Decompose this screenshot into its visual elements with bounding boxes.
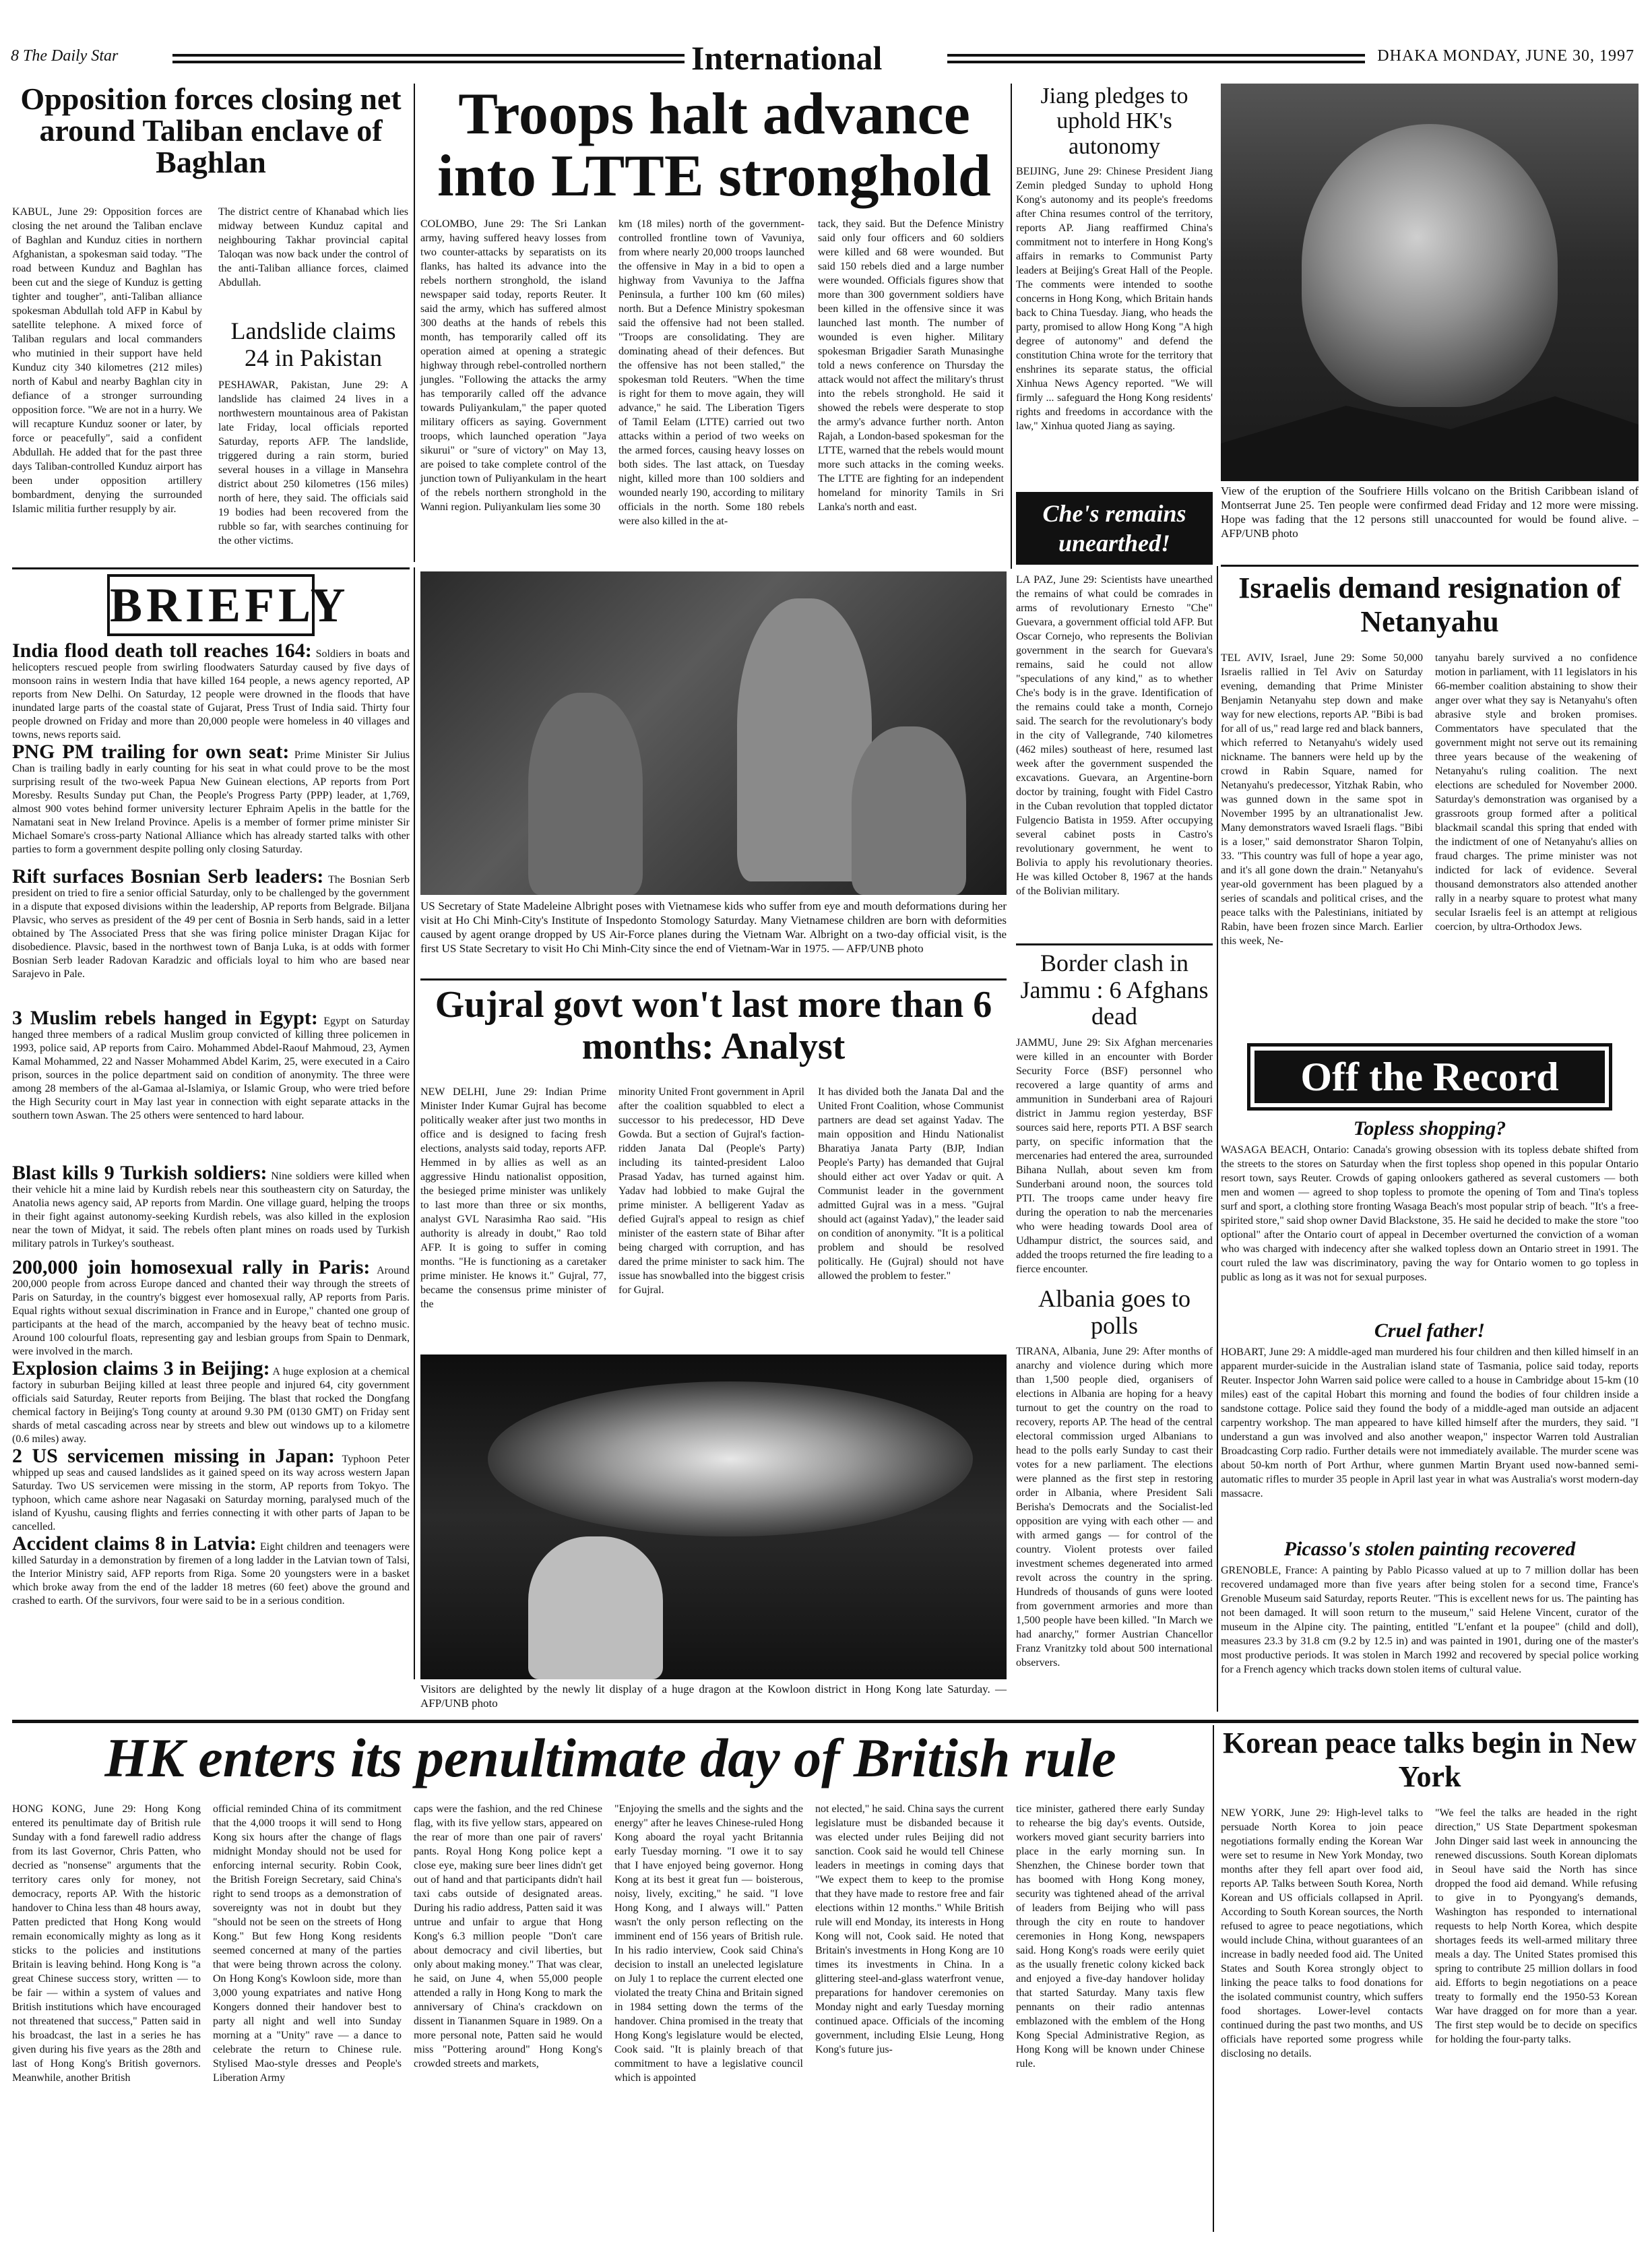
brief-head-4: Blast kills 9 Turkish soldiers: <box>12 1162 267 1184</box>
brief-head-0: India flood death toll reaches 164: <box>12 640 312 662</box>
article-kashmir <box>1016 950 1213 1280</box>
hk-col-5: tice minister, gathered there early Sunday to rehearse the big day's events. Outside, workers moved giant security barriers into place in the early morning sun. In Shenzhen, the Chinese border town that has boomed with Hong Kong money, security was tightened ahead of the arrival of leaders from Beijing who will pass through the city en route to handover ceremonies in Hong Kong, newspapers said. Hong Kong's roads were eerily quiet as the usually frenetic colony kicked back and enjoyed a five-day handover holiday that started Saturday. Many taxis flew pennants on their radio antennas emblazoned with the emblem of the Hong Kong Special Administrative Region, as Hong Kong will be known under Chinese rule. <box>1016 1803 1205 2069</box>
divider-briefly-top <box>12 567 410 569</box>
kashmir-headline: Border clash in Jammu : 6 Afghans dead <box>1020 949 1209 1030</box>
child-figure-1 <box>528 693 643 895</box>
landslide-text: PESHAWAR, Pakistan, June 29: A landslide has claimed 24 lives in a northwestern mountainous area of Pakistan late Friday, local officials reported Saturday, reports AFP. The landslide, triggered during a rain storm, buried several houses in a village in Mansehra district about 250 kilometres (156 miles) north of here, they said. The officials said 19 bodies had been recovered from the rubble so far, with searches continuing for the other victims. <box>218 379 408 547</box>
article-hk <box>12 1726 1209 2232</box>
korea-col1: NEW YORK, June 29: High-level talks to persuade North Korea to join peace negotiations formally ending the Korean War were set to resume in New York Monday, two months after they fell apart over food aid, reports AP. Talks between South Korea, North Korean and US officials collapsed in April. According to South Korean sources, the North refused to agree to peace negotiations, which would include China, without guarantees of an increase in badly needed food aid. The United States and South Korea strongly object to linking the peace talks to food donations for the isolated communist country, which suffers food shortages. Lower-level contacts continued during the past two months, and US officials have reported some progress while disclosing no details. <box>1221 1807 1423 2059</box>
ltte-headline: Troops halt advance into LTTE stronghold <box>437 82 991 209</box>
article-jiang <box>1016 84 1213 485</box>
albania-text: TIRANA, Albania, June 29: After months of anarchy and violence during which more than 1,500 people died, organisers of elections in Albania are hoping for a heavy turnout to get the country on the road to recovery, reports AP. The head of the central electoral commission urged Albanians to head to the polls early Sunday to cast their votes for a new parliament. The elections were planned as the first step in restoring order in Albania, where President Sali Berisha's Democrats and the Socialist-led opposition are vying with each other — and with armed gangs — for control of the country. Violent protests over failed investment schemes degenerated into armed revolt across the country in the spring. Hundreds of thousands of guns were looted from government armories and more than 1,500 people have been killed. "In March we had anarchy," former Austrian Chancellor Franz Vranitzky told about 500 international observers. <box>1016 1346 1213 1669</box>
ltte-col3: tack, they said. But the Defence Ministry said only four officers and 60 soldiers were killed and 68 were wounded. But said 150 rebels died and a large number were wounded. Officials figures show that more than 300 government soldiers have been killed in the offensive since it was launched last month. The number of wounded is even higher. Military spokesman Brigadier Sarath Munasinghe told a news conference on Thursday the attack would not affect the military's thrust into the rebels stronghold. He said it showed the rebels were desperate to stop the army's advance further north. Anton Rajah, a London-based spokesman for the LTTE, warned that the rebels would mount more such attacks in the coming weeks. The LTTE are fighting for an independent homeland for minority Tamils in Sri Lanka's north and east. <box>818 218 1004 513</box>
dragon-lights <box>488 1381 973 1536</box>
brief-item-0 <box>12 640 410 745</box>
jiang-text: BEIJING, June 29: Chinese President Jiang Zemin pledged Sunday to uphold Hong Kong's autonomy and its people's freedoms after China resumes control of the territory, reports AP. Jiang reaffirmed China's commitment not to interfere in Hong Kong's affairs in remarks to Communist Party leaders at Beijing's Great Hall of the People. The comments were intended to soothe concerns in Hong Kong, which Britain hands back to China Tuesday. Jiang, who heads the party, promised to allow Hong Kong "A high degree of autonomy" and defend the constitution China wrote for the territory that enshrines its separate status, the official Xinhua News Agency reported. "We will firmly ... safeguard the Hong Kong residents' rights and freedoms in accordance with the law," Xinhua quoted Jiang as saying. <box>1016 166 1213 433</box>
brief-item-8 <box>12 1532 410 1618</box>
dateline: DHAKA MONDAY, JUNE 30, 1997 <box>1377 47 1634 65</box>
otr-title: Off the Record <box>1300 1055 1559 1099</box>
brief-text-4: Nine soldiers were killed when their vehicle hit a mine laid by Kurdish rebels near this southeastern city on Saturday, the Anatolia news agency said, AP reports from Mardin. One village guard, helping the troops in their fight against autonomy-seeking Kurdish rebels, was also killed in the explosion near the town of Midyat, it said. The rebels often plant mines on roads used by Turkish military patrols in Turkey's southeast. <box>12 1171 410 1249</box>
brief-head-2: Rift surfaces Bosnian Serb leaders: <box>12 865 324 888</box>
brief-head-3: 3 Muslim rebels hanged in Egypt: <box>12 1007 318 1029</box>
article-korea <box>1221 1726 1639 2232</box>
israel-col2: tanyahu barely survived a no confidence motion in parliament, with 11 legislators in his 66-member coalition abstaining to show their anger over what they say is Netanyahu's often abrasive style and broken promises. Commentators have speculated that the government might not serve out its remaining three years because of the weakening of Netanyahu's ruling coalition. The next elections are scheduled for November 2000. Saturday's demonstration was organised by a grassroots group formed after a political blackmail scandal this spring that ended with the indictment of one of Netanyahu's allies on fraud charges. The prime minister was not indicted for lack of evidence. Several thousand demonstrators also attended another rally in a nearby square to protest what many secular Israelis feel is an attempt at religious coercion, by ultra-Orthodox Jews. <box>1435 652 1637 933</box>
divider-israel-top <box>1221 565 1639 567</box>
brief-head-7: 2 US servicemen missing in Japan: <box>12 1445 335 1467</box>
briefly-title: BRIEFLY <box>110 578 350 632</box>
korea-headline: Korean peace talks begin in New York <box>1223 1726 1637 1793</box>
israel-headline: Israelis demand resignation of Netanyahu <box>1238 571 1621 638</box>
otr-text-1: HOBART, June 29: A middle-aged man murdered his four children and then killed himself in an apparent murder-suicide in the Australian island state of Tasmania, police said today, reports Reuter. Inspector John Warren said police were called to a house in Cambridge about 15-km (10 miles) east of the capital Hobart this morning and found the bodies of four children inside a sandstone cottage. Police said they found the body of a middle-aged man outside an adjacent carpentry workshop. The man appeared to have killed himself after the murders, they said. "I understand a gun was involved and also another weapon," inspector Warren told Australian Broadcasting Corp radio. Further details were not immediately available. The murder scene was about 50-km north of Port Arthur, where gunmen Martin Bryant used now-banned semi-automatic rifles to murder 35 people in April last year in what was Australia's worst modern-day massacre. <box>1221 1346 1639 1499</box>
divider-gujral-top <box>420 978 1007 980</box>
briefly-title-box <box>107 574 350 636</box>
divider-c <box>414 567 415 1679</box>
otr-head-0: Topless shopping? <box>1353 1117 1506 1140</box>
article-ltte <box>420 84 1008 565</box>
gujral-headline: Gujral govt won't last more than 6 months: Analyst <box>435 984 992 1067</box>
che-headline: Che's remains unearthed! <box>1042 500 1186 557</box>
brief-text-3: Egypt on Saturday hanged three members of a radical Muslim group convicted of killing three policemen in 1993, police said, AP reports from Cairo. Mohammed Abdel-Raouf Mahmoud, 23, Aymen Kamal Mohammed, 22 and Nasser Mohammed Abdel Karim, 25, were executed in a Cairo prison, sources in the police department said on condition of anonymity. The three were among 28 members of the al-Gamaa al-Islamiya, or Islamic Group, who were tried before the High Security court in May last year in connection with eight separate attacks in the southern town Aswan. The 25 others were sentenced to hard labour. <box>12 1016 410 1121</box>
brief-head-8: Accident claims 8 in Latvia: <box>12 1532 257 1555</box>
landslide-headline: Landslide claims 24 in Pakistan <box>230 317 396 371</box>
brief-text-5: Around 200,000 people from across Europe danced and chanted their way through the streets of Paris on Saturday, in the country's biggest ever homosexual rally, AP reports from Paris. Equal rights without sexual discrimination in France and in Europe," chanted one group of participants at the head of the march, accompanied by the heavy beat of techno music. Around 100 colourful floats, representing gay and lesbian groups from Spain to Denmark, were involved in the march. <box>12 1265 410 1357</box>
albright-caption: US Secretary of State Madeleine Albright poses with Vietnamese kids who suffer from eye and mouth deformations during her visit at Ho Chi Minh-City's Institute of Inspedonto Stomology Saturday. Many Vietnamese children are born with deformities caused by agent orange dropped by US Air-Force planes during the Vietnam War. Albright on a two-day official visit, is the first US State Secretary to visit Ho Chi Minh-City since the end of Vietnam-War in 1975. — AFP/UNB photo <box>420 900 1007 955</box>
article-gujral <box>420 984 1007 1348</box>
brief-text-7: Typhoon Peter whipped up seas and caused landslides as it gained speed on its way across western Japan Saturday. Two US servicemen were missing in the storm, AP reports from Tokyo. The typhoon, which came ashore near Nagasaki on Saturday morning, paralysed much of the island of Kyushu, causing flights and ferries connecting it with other parts of Japan to be cancelled. <box>12 1454 410 1532</box>
brief-text-2: The Bosnian Serb president on tried to fire a senior official Saturday, only to be challenged by the government in a dispute that exposed divisions within the leadership, AP reports from Belgrade. Biljana Plavsic, who serves as president of the 49 per cent of Bosnia in Serb hands, said in a letter obtained by The Associated Press that she was firing police minister Dragan Kijac for disobedience. Plavsic, based in the northwest town of Banja Luka, is at odds with former Bosnian Serb leader Radovan Karadzic and officials loyal to him who are based near Sarajevo in Pale. <box>12 874 410 980</box>
hk-headline: HK enters its penultimate day of British rule <box>104 1727 1116 1788</box>
divider-e <box>1213 1725 1214 2232</box>
masthead-paper-name: 8 The Daily Star <box>11 47 119 65</box>
masthead <box>11 39 1634 77</box>
hk-col-2: caps were the fashion, and the red Chinese flag, with its five yellow stars, appeared on the rear of more than one pair of ravers' pants. Royal Hong Kong police kept a close eye, making sure beer lines didn't get out of hand and that participants didn't hail taxi cabs outside of designated areas. During his radio address, Patten said it was untrue and unfair to argue that Hong Kong's 6.3 million people "Don't care about democracy and civil liberties, but only about making money." That was clear, he said, on June 4, when 55,000 people attended a rally in Hong Kong to mark the anniversary of China's crackdown on dissent in Tiananmen Square in 1989. On a more personal note, Patten said he would miss "Pottering around" Hong Kong's crowded streets and markets, <box>414 1803 602 2069</box>
ltte-col1: COLOMBO, June 29: The Sri Lankan army, having suffered heavy losses from two counter-attacks by separatists on its flanks, has halted its advance into the rebels northern stronghold, the island newspaper said today, reports Reuter. It said the army, which has suffered almost 300 deaths at the hands of rebels this month, has temporarily called off its operation aimed at opening a strategic highway through rebel-controlled northern jungles. "Following the attacks the army has temporarily called off the advance towards Puliyankulam," the paper quoted military officers as saying. Government troops, which launched operation "Jaya sikurui" or "sure of victory" on May 13, are poised to take complete control of the junction town of Puliyankulam in the heart of the rebels northern stronghold in the Wanni region. Puliyankulam lies some 30 <box>420 218 606 513</box>
volcano-photo <box>1221 84 1639 481</box>
jiang-headline: Jiang pledges to uphold HK's autonomy <box>1040 84 1188 159</box>
gujral-col1: NEW DELHI, June 29: Indian Prime Minister Inder Kumar Gujral has become politically weaker after just two months in office and is designed to facing fresh elections, analysts said today, reports AFP. Hemmed in by allies as well as an aggressive Hindu nationalist opposition, the besieged prime minister was unlikely to last more than three or six months, analyst GVL Narasimha Rao said. "His authority is already in doubt," Rao told AFP. It is going to suffer in coming months. "He is functioning as a caretaker prime minister. He knows it." Gujral, 77, became the consensus prime minister of the <box>420 1086 606 1310</box>
otr-title-box <box>1247 1043 1612 1111</box>
divider-d <box>1217 566 1218 1712</box>
hk-col-3: "Enjoying the smells and the sights and the energy" after he leaves Chinese-ruled Hong Kong aboard the royal yacht Britannia early Tuesday morning. "I owe it to say that I have enjoyed being governor. Hong Kong at its best it great fun — boisterous, noisy, lively, exciting," he said. "I love Hong Kong, and I always will." Patten wasn't the only person reflecting on the imminent end of 156 years of British rule. In his radio interview, Cook said China's decision to install an unelected legislature on July 1 to replace the current elected one violated the treaty China and Britain signed in 1984 setting down the terms of the handover. China promised in the treaty that Hong Kong's legislature would be elected, Cook said. "It is plainly breach of that commitment to have a legislative council which is appointed <box>614 1803 803 2084</box>
gujral-col3: It has divided both the Janata Dal and the United Front Coalition, whose Communist partners are dead set against Yadav. The main opposition and Hindu Nationalist Bharatiya Janata Party (BJP, Indian People's Party) has demanded that Gujral should either act over Yadav or quit. A Communist leader in the government admitted Gujral was in a mess. "Gujral should act (against Yadav)," the leader said on condition of anonymity. "It is a political problem and should be resolved politically. He (Gujral) should not have allowed the problem to fester." <box>818 1086 1004 1282</box>
otr-head-1: Cruel father! <box>1374 1319 1486 1342</box>
divider-a <box>414 84 415 562</box>
brief-item-5 <box>12 1256 410 1362</box>
divider-b <box>1011 84 1012 569</box>
brief-text-0: Soldiers in boats and helicopters rescued people from swirling floodwaters Saturday caused by five days of monsoon rains in western India that have killed 164 people, a news agency reported, AP reports from New Delhi. On Saturday, 12 people were drowned in the floods that have inundated large parts of the coastal state of Gujarat, Press Trust of India said. Thirty four people drowned on Friday and more than 20,000 people were homeless in 40 villages and towns, news reports said. <box>12 648 410 741</box>
divider-kashmir-top <box>1016 943 1213 945</box>
brief-head-6: Explosion claims 3 in Beijing: <box>12 1357 270 1379</box>
taliban-headline: Opposition forces closing net around Taliban enclave of Baghlan <box>20 82 402 179</box>
taliban-col2: The district centre of Khanabad which lies midway between Kunduz capital and neighbouring Takhar provincial capital Taloqan was now back under the control of the anti-Taliban alliance forces, claimed Abdullah. <box>218 206 408 288</box>
hk-col-1: official reminded China of its commitment that the 4,000 troops it will send to Hong Kong six hours after the change of flags midnight Monday should not be used for enforcing internal security. Robin Cook, the British Foreign Secretary, said China's right to send troops as a demonstration of sovereignty was not in doubt but they "should not be seen on the streets of Hong Kong." But few Hong Kong residents seemed concerned at many of the parties that were being thrown across the colony. On Hong Kong's Kowloon side, more than 3,000 young expatriates and native Hong Kongers donned their handover best to party all night and well into Sunday morning at a "Unity" rave — a dance to celebrate the return to Chinese rule. Stylised Mao-style dresses and People's Liberation Army <box>213 1803 402 2084</box>
dragon-photo <box>420 1354 1007 1679</box>
brief-head-1: PNG PM trailing for own seat: <box>12 741 290 763</box>
otr-head-2: Picasso's stolen painting recovered <box>1283 1538 1576 1560</box>
dragon-caption: Visitors are delighted by the newly lit display of a huge dragon at the Kowloon district in Hong Kong late Saturday. — AFP/UNB photo <box>420 1683 1007 1710</box>
divider-hk-top <box>12 1720 1639 1723</box>
volcano-plume <box>1302 124 1558 407</box>
hk-col-0: HONG KONG, June 29: Hong Kong entered its penultimate day of British rule Sunday with a fond farewell radio address from its last Governor, Chris Patten, who decried as "nonsense" arguments that the territory cares only for money, not democracy, reports AP. With the historic handover to China less than 48 hours away, Patten predicted that Hong Kong would remain economically mighty as long as it sticks to the policies and institutions Britain is leaving behind. Hong Kong is "a great Chinese success story, written — to be fair — within a system of values and British institutions which have encouraged not threatened that success," Patten said in his broadcast, the last in a series he has given during his five years as the 28th and last of Hong Kong's British governors. Meanwhile, another British <box>12 1803 201 2084</box>
hk-col-4: not elected," he said. China says the current legislature must be disbanded because it was elected under rules Beijing did not sanction. Cook said he would tell Chinese leaders in meetings in coming days that "We expect them to keep to the promise that they have made to restore free and fair elections within 12 months." While British rule will end Monday, its interests in Hong Kong will not, Cook said. He noted that Britain's investments in Hong Kong are 10 times its investments in China. In a glittering steel-and-glass waterfront venue, preparations for handover ceremonies on Monday night and early Tuesday morning continued apace. Officials of the incoming government, including Elsie Leung, Hong Kong's future jus- <box>815 1803 1004 2055</box>
gujral-col2: minority United Front government in April after the coalition squabbled to elect a successor to his predecessor, HD Deve Gowda. But a section of Gujral's faction-ridden Janata Dal (People's Party) including its tainted-president Laloo Prasad Yadav, has turned against him. Yadav had lobbied to make Gujral the prime minister. A belligerent Yadav as defied Gujral's appeal to resign as chief minister of the eastern state of Bihar after being charged with corruption, and has dared the prime minister to sack him. The issue has snowballed into the biggest crisis for Gujral. <box>618 1086 804 1296</box>
visitor-figure <box>528 1536 663 1679</box>
israel-col1: TEL AVIV, Israel, June 29: Some 50,000 Israelis rallied in Tel Aviv on Saturday evening, demanding that Prime Minister Benjamin Netanyahu step down and make way for new elections, reports AP. "Bibi is bad for all of us," read large red and black banners, which referred to Netanyahu's widely used nickname. The banners were held up by the crowd in Rabin Square, named for Netanyahu's predecessor, Yitzhak Rabin, who was gunned down in the same spot in November 1995 by an ultranationalist Jew. Many demonstrators waved Israeli flags. "Bibi is a loser," said demonstrator Sharon Tolpin, 33. "This country was full of hope a year ago, and it's all gone down the drain." Netanyahu's year-old government has been plagued by a series of scandals and political crises, and the peace talks with the Palestinians, initiated by Rabin, have been frozen since March. Earlier this week, Ne- <box>1221 652 1423 947</box>
child-figure-2 <box>852 726 966 895</box>
otr-text-0: WASAGA BEACH, Ontario: Canada's growing obsession with its topless debate shifted from the streets to the stores on Saturday when the first topless shop opened in this popular Ontario resort town, says Reuter. Crowds of gaping onlookers gathered as several customers — both men and women — agreed to shop topless to promote the opening of Tom and Tina's topless surf and sport, a clothing store fronting Wasaga Beach's most popular strip of beach. "It's a free-spirited store," said shop owner David Blackstone, 35. He said he decided to make the store "too optional" after the Ontario court of appeal in December overturned the conviction of a woman who was charged with indecency after she walked topless down an Ontario street in 1991. The court ruled the law was discriminatory, paving the way for Ontario women to go topless in public as long as it was not for sexual purposes. <box>1221 1144 1639 1283</box>
albania-headline: Albania goes to polls <box>1038 1285 1190 1339</box>
volcano-caption: View of the eruption of the Soufriere Hills volcano on the British Caribbean island of Montserrat June 25. Ten people were confirmed dead Friday and 12 more were missing. Hope was fading that the 12 persons still unaccounted for would be found alive. – AFP/UNB photo <box>1221 485 1639 540</box>
brief-item-6 <box>12 1357 410 1450</box>
brief-item-2 <box>12 865 410 1011</box>
korea-col2: "We feel the talks are headed in the right direction," US State Department spokesman John Dinger said last week in announcing the renewed discussions. South Korean diplomats in Seoul have said the North has since dropped the food aid demand. While refusing to give in to Pyongyang's demands, Washington has responded to international requests to help North Korea, which despite shortages feeds its well-armed military three meals a day. The United States promised this spring to contribute 25 million dollars in food aid. Efforts to begin negotiations on a peace treaty to formally end the 1950-53 Korean War have dragged on for more than a year. The first step would be to decide on specifics for holding the four-party talks. <box>1435 1807 1637 2045</box>
brief-text-6: A huge explosion at a chemical factory in suburban Beijing killed at least three people and injured 64, city government officials said Saturday, Reuter reports from Beijing. The blast that rocked the Dongfang chemical factory in Beijing's Tong county at around 9.30 PM (0130 GMT) on Friday sent shards of metal cascading across near by streets and blew out windows up to a kilometre (0.6 miles) away. <box>12 1366 410 1445</box>
article-israel <box>1221 571 1639 1030</box>
off-the-record-box <box>1221 1038 1639 1712</box>
brief-item-3 <box>12 1007 410 1166</box>
brief-head-5: 200,000 join homosexual rally in Paris: <box>12 1256 371 1278</box>
masthead-rule-left <box>172 54 685 63</box>
article-taliban <box>12 84 410 562</box>
taliban-col1: KABUL, June 29: Opposition forces are closing the net around the Taliban enclave of Baghlan and Kunduz cities in northern Afghanistan, a spokesman said today. "The road between Kunduz and Baghlan has been cut and the siege of Kunduz is getting tighter and tougher", anti-Taliban alliance spokesman Abdullah told AFP in Kabul by satellite telephone. A mixed force of Taliban regulars and local commanders who mutinied in their support have held Kunduz city 340 kilometres (212 miles) north of Kabul and nearby Baghlan city in defiance of a stronger surrounding opposition force. "We are not in a hurry. We will recapture Kunduz sooner or later, by force or peacefully", said a confident Abdullah. He added that for the past three days Taliban-controlled Kunduz airport has been under opposition artillery bombardment, denying the surrounded Islamic militia further resupply by air. <box>12 206 202 515</box>
article-albania <box>1016 1286 1213 1712</box>
brief-text-8: Eight children and teenagers were killed Saturday in a demonstration by firemen of a long ladder in the Latvian town of Talsi, the Interior Ministry said, AFP reports from Riga. Some 20 youngsters were in a basket which broke away from the end of the ladder 18 metres (60 feet) above the ground and crashed to earth. Of the survivors, four were said to be in a serious condition. <box>12 1541 410 1607</box>
kashmir-text: JAMMU, June 29: Six Afghan mercenaries were killed in an encounter with Border Security Force (BSF) personnel who recovered a large quantity of arms and ammunition in Sunderbani area of Rajouri district in Jammu region yesterday, BSF sources said here, reports PTI. A BSF search party, on specific information that the mercenaries had entered the area, surrounded Bihana Nullah, about seven km from Sunderbani around noon, the sources told PTI. The troops came under heavy fire during the operation to nab the mercenaries who were heading towards Dool area of Udhampur district, the sources said, and added the troops returned the fire leading to a fierce encounter. <box>1016 1036 1213 1275</box>
section-title: International <box>691 39 883 77</box>
albright-photo <box>420 571 1007 895</box>
landslide-box <box>218 313 408 562</box>
che-headline-box <box>1016 492 1213 565</box>
brief-item-1 <box>12 741 410 870</box>
ltte-col2: km (18 miles) north of the government-controlled frontline town of Vavuniya, from where nearly 20,000 troops launched the offensive in May in a bid to open a highway from Vavuniya to the Jaffna Peninsula, a further 100 km (60 miles) north. But a Defence Ministry spokesman said the offensive had not been stalled. "Troops are consolidating. They are dominating ahead of their defences. But the offensive has not been stalled," the spokesman told Reuters. "When the time is right for them to move again, they will advance," he said. The Liberation Tigers of Tamil Eelam (LTTE) carried out two attacks within a period of two weeks on the armed forces, causing heavy losses on both sides. The last attack, on Tuesday night, killed more than 100 soldiers and wounded nearly 190, according to military officials in the north. Some 180 rebels were also killed in the at- <box>618 218 804 527</box>
che-text: LA PAZ, June 29: Scientists have unearthed the remains of what could be comrades in arms of revolutionary Ernesto "Che" Guevara, a government official told AFP. But Oscar Cornejo, who represents the Bolivian government in the search for Guevara's remains, said he could not allow "speculations of any kind," as to whether Che's body is in the grave. Identification of the remains could take a month, Cornejo said. The search for the revolutionary's body in the city of Vallegrande, 740 kilometres (462 miles) southeast of here, resumed last week after the government suspended the excavations. Guevara, an Argentine-born doctor by training, fought with Fidel Castro in the Cuban revolution that toppled dictator Fulgencio Batista in 1959. After occupying several cabinet posts in Castro's revolutionary government, he went to Bolivia to apply his revolutionary theories. He was killed October 8, 1967 at the hands of the Bolivian military. <box>1016 574 1213 897</box>
brief-text-1: Prime Minister Sir Julius Chan is trailing badly in early counting for his seat in what could prove to be the most surprising result of the two-week Papua New Guinean elections, AP reports from Port Moresby. Results Sunday put Chan, the People's Progress Party (PPP) leader, at 1,769, almost 900 votes behind former university lecturer Ephraim Apelis in the battle for the Namatani seat in New Ireland Province. Apelis is a member of former prime minister Sir Michael Somare's cross-party National Alliance which has already started talks with other parties to form a government despite polling only closing Saturday. <box>12 749 410 855</box>
masthead-rule-right <box>947 54 1365 63</box>
brief-item-4 <box>12 1162 410 1261</box>
brief-item-7 <box>12 1445 410 1537</box>
briefly-box <box>12 574 410 1679</box>
otr-text-2: GRENOBLE, France: A painting by Pablo Picasso valued at up to 7 million dollar has been recovered undamaged more than five years after being stolen for a second time, France's Grenoble Museum said Saturday, reports Reuter. "This is excellent news for us. The painting has not been damaged. It will soon return to the museum," said Helene Vincent, curator of the museum in the Alpine city. The painting, entitled "L'enfant et la poupee" (child and doll), measures 23.3 by 31.8 cm (9.2 by 12.5 in) and was painted in 1901, during one of the master's most productive periods. It was stolen in March 1992 and recovered by special police working for a French agency which tracks down stolen items of cultural value. <box>1221 1565 1639 1675</box>
